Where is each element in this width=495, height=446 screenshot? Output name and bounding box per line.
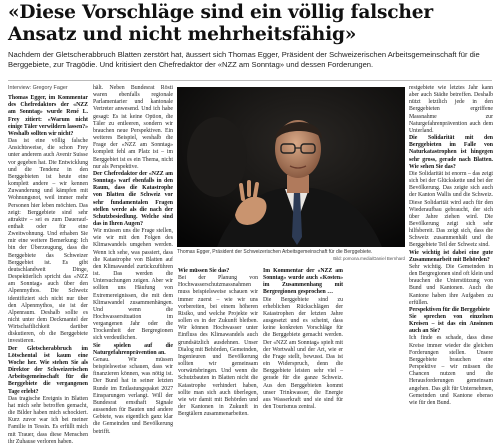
answer: Sehr wichtig. Die Gemeinden in den Bergregionen sind oft klein und brauchen die Unterstützung von Bund und Kantonen. Auch die Kantone haben ihre Aufgaben zu erfüllen. [409, 263, 493, 306]
question: Sie spielen auf die Naturgefahrenprävention an. [93, 342, 173, 356]
text-column-3 [178, 268, 259, 418]
answer: Das tragische Ereignis in Blatten hat mich sehr betroffen gemacht, die Bilder haben mich schockiert. Kurz zuvor war ich bei meiner Familie in Tessin. Es erfüllt mich mit Trauer, dass diese Menschen ihr Zuhause verloren haben. [8, 395, 88, 445]
text-column-5 [409, 85, 493, 406]
answer: restgebiete wie letztes Jahr kann aber auch Städte betreffen. Deshalb nützt letztlich jede in den Berggebieten ergriffene Massnahme zur Naturgefahrenprävention auch dem Unterland. [409, 85, 493, 134]
answer: Die Solidarität ist enorm – das zeigt sich bei der Glückskette und bei der Bevölkerung. Das zeigte sich auch der Kanton Wallis und die Schweiz. Diese Solidarität wird auch für den Wiederaufbau gebraucht, der sich über Jahre ziehen wird. Die Bevölkerung zeigt sich sehr hilfsbereit. Das zeigt sich, dass die Schweiz zusammenhält und die Berggebiete Teil der Schweiz sind. [409, 170, 493, 249]
headline-line-2: Ansatz und nicht mehrheitsfähig» [8, 24, 357, 45]
answer: Bei der Planung von Hochwasserschutzmassnahmen muss beispielsweise schauen wir immer zuerst – wie wir uns vorbereiten, bei einem höheren Risiko, und welche Projekte wir sollen es in der Zukunft bleiben. Wir können Hochwasser unter Einfluss des Klimawandels auch grundsätzlich ausdehnen. Unser Dialog mit Behörden, Gemeinden, Ingenieuren und Bevölkerung sollten wir gemeinsam vorwärtsbringen. Und wenn die Schutzbauten in Blatten nicht die Katastrophe verhindert haben, sollte man sich auch überlegen, wie wir damit mit Behörden und der Kantonen in Zukunft in Bergtälern zusammenarbeiten. [178, 275, 259, 418]
question: Die Solidarität mit den Berggebieten im Falle von Naturkatastrophen ist hingegen sehr gross, gerade nach Blatten. Wie sehen Sie das? [409, 135, 493, 170]
answer: Genau. Wir müssen beispielsweise schauen, dass wir finanzieren können, was nötig ist. Der Bund hat in seiner letzten Runde im Entlastungspaket 2027 Einsparungen verlangt. Will der Bundesrat ernsthaft Signale aussenden für Bauten und andere Gebiete, was eigentlich ganz klar die Gemeinden und Bevölkerung betrifft. [93, 356, 173, 435]
text-column-4 [263, 268, 343, 410]
photo-caption: Thomas Egger, Präsident der Schweizerischen Arbeitsgemeinschaft für die Berggebiete. [177, 249, 373, 255]
question: Der Gletscherabbruch im Lötschental ist kaum eine Woche her. Wie stehen Sie als Direktor der Schweizerischen Arbeitsgemeinschaft für die Berggebiete die vergangenen Tage erlebt? [8, 345, 88, 395]
question: Der Chefredaktor der «NZZ am Sonntag» warf ebenfalls in den Raum, dass die Katastrophe von Blatten die Schweiz vor sehr fundamentalen Fragen stellen werde als die nach der Schutzbesiedlung. Welche sind das in Ihren Augen? [93, 170, 173, 227]
answer: Die Berggebiete sind zu erheblichen Rückschlägen der Katastrophen der letzten Jahre ausgesetzt und es scheint, dass keine konkreten Vorschläge für die Berggebiete gemacht werden. Der «NZZ am Sonntag» spielt mit der Wortwahl und der Art, wie er die Frage stellt, bewusst. Das ist ein Widerspruch, denn die Berggebiete leisten sehr viel – gerade für die ganze Schweiz. Aus den Berggebieten kommt unser Trinkwasser, die Energie aus Wasserkraft und sie sind für den Tourismus zentral. [263, 296, 343, 410]
question: Wie wichtig ist dabei eine gute Zusammenarbeit mit Behörden? [409, 249, 493, 263]
question: Wie müssen Sie das? [178, 268, 230, 274]
answer: Wir müssen uns die Frage stellen, wie wir mit den Folgen des Klimawandels umgehen werden. Wenn ich sehe, was passiert, dass die Katastrophe von Blatten auf den Klimawandel zurückzuführen ist. Das werden die Untersuchungen zeigen. Aber wir sollten uns Häufung von Extremereignissen, die mit dem Klimawandel zusammenhängen. Und wenn die Hochwassersituation im vergangenen Jahr oder die Trockenheit der Bergregionen sich verdeutlichen. [93, 228, 173, 342]
photo-credit: Bild: pomona.media/Daniel Bernhard [333, 256, 405, 261]
answer: hält. Neben Bundesrat Rösti waren ebenfalls regionale Parlamentarier und kantonale Vertreter anwesend. Und ich habe gesagt: Es ist keine Option, die Täler zu entleeren, sondern wir brauchen neue Perspektiven. Ein weiteres Beispiel, weshalb die Frage der «NZZ am Sonntag» komplett fehl am Platz ist – im Berggebiet ist es ein Thema, nicht nur als Perspektive. [93, 85, 173, 170]
headline-line-1: «Diese Vorschläge sind ein völlig falscher [8, 2, 433, 23]
question: Sie sprechen von einzelnen Kreisen – ist das ein Ansinnen auch an Sie? [409, 314, 493, 335]
text-column-2 [93, 85, 173, 435]
photo-illustration [177, 87, 405, 247]
divider-line [8, 80, 492, 81]
answer: Das ist eine völlig falsche Ansichtsweise, die schon Frey unter anderem auch Avenir Suisse vor gegeben hat. Die Entwicklung und die Tendenz in den Berggebieten ist heute eine komplett andere – wir kennen Zuwanderung und kämpfen mit Wohnungsnot, weil immer mehr Personen hier leben möchten. Das zeigt: Berggebiete sind sehr attraktiv – sei es zum Daueraufenthalt oder für eine Zweitwohnung. Und erhaben Sie mir eine weitere Bemerkung: Ich bin der Überzeugung, dass die Berggebiete das Schweizer Berggebiet ist. Es gibt deutschlandweit Dinge, Despektierlich spricht das «NZZ am Sonntag» auch über den Alpenmythos. Die Schweiz identifiziert sich nicht nur über den Alpenmythos, sie ist der Alpenraum. Deshalb sollte es nicht unter dem Deckmantel der Wirtschaftlichkeit darüber diskutieren, ob die Berggebiete investieren. [8, 138, 88, 345]
article-lead: Nachdem der Gletscherabbruch Blatten zerstört hat, äussert sich Thomas Egger, Präsident der Schweizerischen Arbeitsgemeinschaft für die Berggebiete, zur Tragödie. Und kritisiert den Chefredaktor der «NZZ am Sonntag» und dessen Forderungen. [8, 50, 480, 70]
interview-credit: Interview: Gregory Fager [8, 85, 68, 91]
subheading: Perspektiven für die Berggebiete [409, 306, 490, 313]
text-column-1 [8, 85, 88, 445]
answer: Ich finde es schade, dass diese Kreise immer wieder die gleichen Forderungen stellen. Unsere Berggebiete brauchen eine Perspektive – wir müssen die Chancen nutzen und die Herausforderungen gemeinsam angehen. Das gilt für Unternehmen, Gemeinden und Kantone ebenso wie für den Bund. [409, 335, 493, 406]
question: Thomas Egger, im Kommentar des Chefredaktors der «NZZ am Sonntag» wurde René L. Frey zitiert: «Warum nicht einige Täler verwildern lassen?» Weshalb sollten wir nicht? [8, 95, 88, 137]
portrait-photo [177, 87, 405, 247]
question: Im Kommentar der «NZZ am Sonntag» wurde auch «Kosten» im Zusammenhang mit Bergregionen gesprochen … [263, 268, 343, 296]
article-headline [8, 2, 488, 46]
